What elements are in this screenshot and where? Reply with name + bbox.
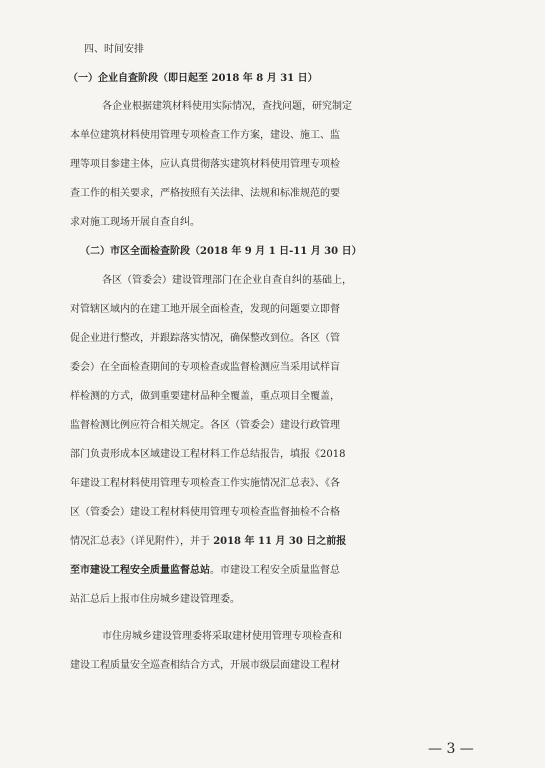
paragraph-line (0, 532, 545, 552)
paragraph-line: 样检测的方式，做到重要建材品种全覆盖，重点项目全覆盖， (70, 391, 340, 402)
paragraph-line: 建设工程质量安全巡查相结合方式，开展市级层面建设工程材 (70, 660, 340, 671)
paragraph-line: 部门负责形成本区域建设工程材料工作总结报告，填报《2018 (70, 449, 346, 460)
paragraph-line: 监督检测比例应符合相关规定。各区（管委会）建设行政管理 (70, 420, 340, 431)
paragraph-line: 各企业根据建筑材料使用实际情况，查找问题，研究制定 (102, 101, 352, 112)
paragraph-line (0, 561, 545, 581)
paragraph-line: 站汇总后上报市住房城乡建设管理委。 (70, 594, 240, 605)
paragraph-text: 情况汇总表》（详见附件），并于 (70, 536, 214, 547)
paragraph-line: 理等项目参建主体，应认真贯彻落实建筑材料使用管理专项检 (70, 159, 340, 170)
paragraph-line: 各区（管委会）建设管理部门在企业自查自纠的基础上， (102, 275, 352, 286)
phase2-heading: （二）市区全面检查阶段（2018 年 9 月 1 日-11 月 30 日） (80, 246, 362, 257)
section-title: 四、时间安排 (84, 44, 144, 55)
paragraph-line: 查工作的相关要求，严格按照有关法律、法规和标准规范的要 (70, 188, 340, 199)
paragraph-line: 年建设工程材料使用管理专项检查工作实施情况汇总表》、《各 (70, 478, 340, 489)
paragraph-line: 本单位建筑材料使用管理专项检查工作方案，建设、施工、监 (70, 130, 340, 141)
paragraph-line: 求对施工现场开展自查自纠。 (70, 217, 200, 228)
paragraph-line: 促企业进行整改，并跟踪落实情况，确保整改到位。各区（管 (70, 333, 340, 344)
paragraph-line: 区（管委会）建设工程材料使用管理专项检查监督抽检不合格 (70, 507, 340, 518)
paragraph-text: 。市建设工程安全质量监督总 (210, 565, 340, 576)
paragraph-line: 市住房城乡建设管理委将采取建材使用管理专项检查和 (102, 631, 342, 642)
page-number: — 3 — (428, 741, 474, 757)
paragraph-line: 委会）在全面检查期间的专项检查或监督检测应当采用试样盲 (70, 362, 340, 373)
phase1-heading: （一）企业自查阶段（即日起至 2018 年 8 月 31 日） (68, 73, 318, 84)
deadline-bold-text: 至市建设工程安全质量监督总站 (70, 565, 210, 576)
deadline-bold-text: 2018 年 11 月 30 日之前报 (213, 536, 347, 547)
paragraph-line: 对管辖区域内的在建工地开展全面检查，发现的问题要立即督 (70, 304, 340, 315)
